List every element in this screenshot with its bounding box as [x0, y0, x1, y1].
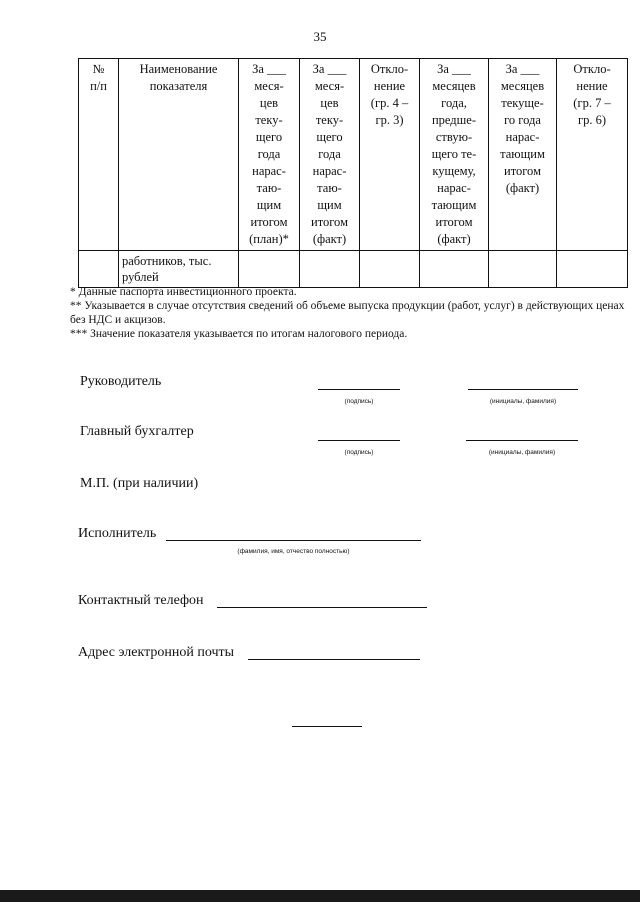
footnotes	[70, 285, 625, 341]
head-label: Руководитель	[80, 374, 162, 389]
accountant-label: Главный бухгалтер	[80, 424, 194, 439]
email-line[interactable]	[248, 659, 420, 660]
header-cell: Откло- нение (гр. 7 – гр. 6)	[557, 59, 628, 251]
executor-name-line[interactable]	[166, 540, 421, 541]
header-cell: Наименование показателя	[119, 59, 239, 251]
table-cell	[420, 251, 489, 288]
table-cell	[300, 251, 360, 288]
header-cell: За ___ меся- цев теку- щего года нарас- таю- щим итогом (план)*	[239, 59, 300, 251]
stamp-label: М.П. (при наличии)	[80, 476, 199, 491]
header-cell: № п/п	[79, 59, 119, 251]
table-cell	[489, 251, 557, 288]
accountant-signature-line[interactable]	[318, 440, 400, 441]
scan-edge-bar	[0, 890, 640, 902]
table-cell	[79, 251, 119, 288]
table-row	[79, 251, 628, 288]
initials-caption: (инициалы, фамилия)	[488, 449, 556, 456]
header-cell: За ___ месяцев года, предше- ствую- щего те- кущему, нарас- тающим итогом (факт)	[420, 59, 489, 251]
table-cell	[557, 251, 628, 288]
header-cell: За ___ месяцев текуще- го года нарас- тающим итогом (факт)	[489, 59, 557, 251]
table-cell	[239, 251, 300, 288]
signature-caption: (подпись)	[344, 449, 374, 456]
page-number: 35	[313, 29, 327, 44]
header-cell: Откло- нение (гр. 4 – гр. 3)	[360, 59, 420, 251]
table-cell	[360, 251, 420, 288]
email-label: Адрес электронной почты	[78, 645, 235, 660]
accountant-initials-line[interactable]	[466, 440, 578, 441]
initials-caption: (инициалы, фамилия)	[489, 398, 557, 405]
fullname-caption: (фамилия, имя, отчество полностью)	[237, 548, 350, 555]
head-initials-line[interactable]	[468, 389, 578, 390]
report-table	[78, 58, 628, 288]
executor-label: Исполнитель	[78, 526, 157, 541]
table-cell: работников, тыс. рублей	[119, 251, 239, 288]
head-signature-line[interactable]	[318, 389, 400, 390]
footnote: * Данные паспорта инвестиционного проекта.	[70, 286, 297, 298]
footnote: ** Указывается в случае отсутствия сведений об объеме выпуска продукции (работ, услуг) в действующих ценах без НДС и акцизов.	[70, 300, 625, 326]
phone-label: Контактный телефон	[78, 593, 204, 608]
header-cell: За ___ меся- цев теку- щего года нарас- таю- щим итогом (факт)	[300, 59, 360, 251]
signature-caption: (подпись)	[344, 398, 374, 405]
end-divider	[292, 726, 362, 727]
phone-line[interactable]	[217, 607, 427, 608]
table-header-row	[79, 59, 628, 251]
footnote: *** Значение показателя указывается по итогам налогового периода.	[70, 328, 408, 340]
